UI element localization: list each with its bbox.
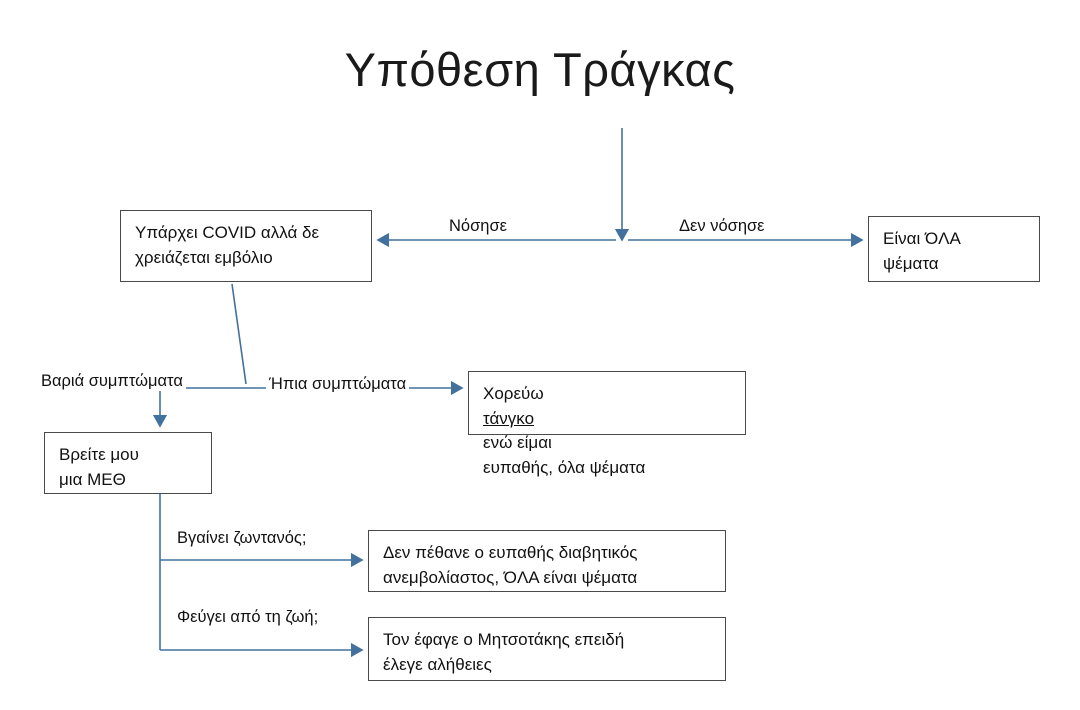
edge-label-survives: Βγαίνει ζωντανός; <box>174 529 309 548</box>
node-alive-line1: Δεν πέθανε ο ευπαθής διαβητικός <box>383 543 638 562</box>
node-tango-line1-post: ενώ είμαι <box>483 433 552 453</box>
node-dancing-tango[interactable] <box>468 371 746 477</box>
node-dead-line1: Τον έφαγε ο Μητσοτάκης επειδή <box>383 630 625 649</box>
node-lies-line2: ψέματα <box>883 253 939 273</box>
node-covid-line2: χρειάζεται εμβόλιο <box>135 247 273 267</box>
node-icu-line2: μια ΜΕΘ <box>59 469 126 489</box>
node-dead-line2: έλεγε αλήθειες <box>383 654 492 674</box>
node-find-icu[interactable] <box>44 432 212 494</box>
node-tango-line1-underlined: τάνγκο <box>483 408 535 428</box>
node-covid-line1: Υπάρχει COVID αλλά δε <box>135 223 320 242</box>
edge-label-dies: Φεύγει από τη ζωή; <box>174 608 321 627</box>
page-title: Υπόθεση Τράγκας <box>344 43 736 96</box>
node-icu-line1: Βρείτε μου <box>59 445 139 464</box>
edge-label-mild-symptoms: Ήπια συμπτώματα <box>266 375 409 394</box>
node-tango-line2: ευπαθής, όλα ψέματα <box>483 457 646 477</box>
node-all-lies[interactable] <box>868 216 1040 282</box>
node-tango-line1-pre: Χορεύω <box>483 384 544 403</box>
node-lies-line1: Είναι ΌΛΑ <box>883 229 961 248</box>
node-survived-outcome[interactable] <box>368 530 726 592</box>
node-tango-line1 <box>483 382 733 456</box>
node-covid-exists[interactable] <box>120 210 372 282</box>
edge-label-not-sick: Δεν νόσησε <box>676 217 768 236</box>
node-alive-line2: ανεμβολίαστος, ΌΛΑ είναι ψέματα <box>383 567 638 587</box>
edge-label-got-sick: Νόσησε <box>446 217 510 236</box>
node-died-outcome[interactable] <box>368 617 726 681</box>
edge-label-severe-symptoms: Βαριά συμπτώματα <box>38 372 186 391</box>
